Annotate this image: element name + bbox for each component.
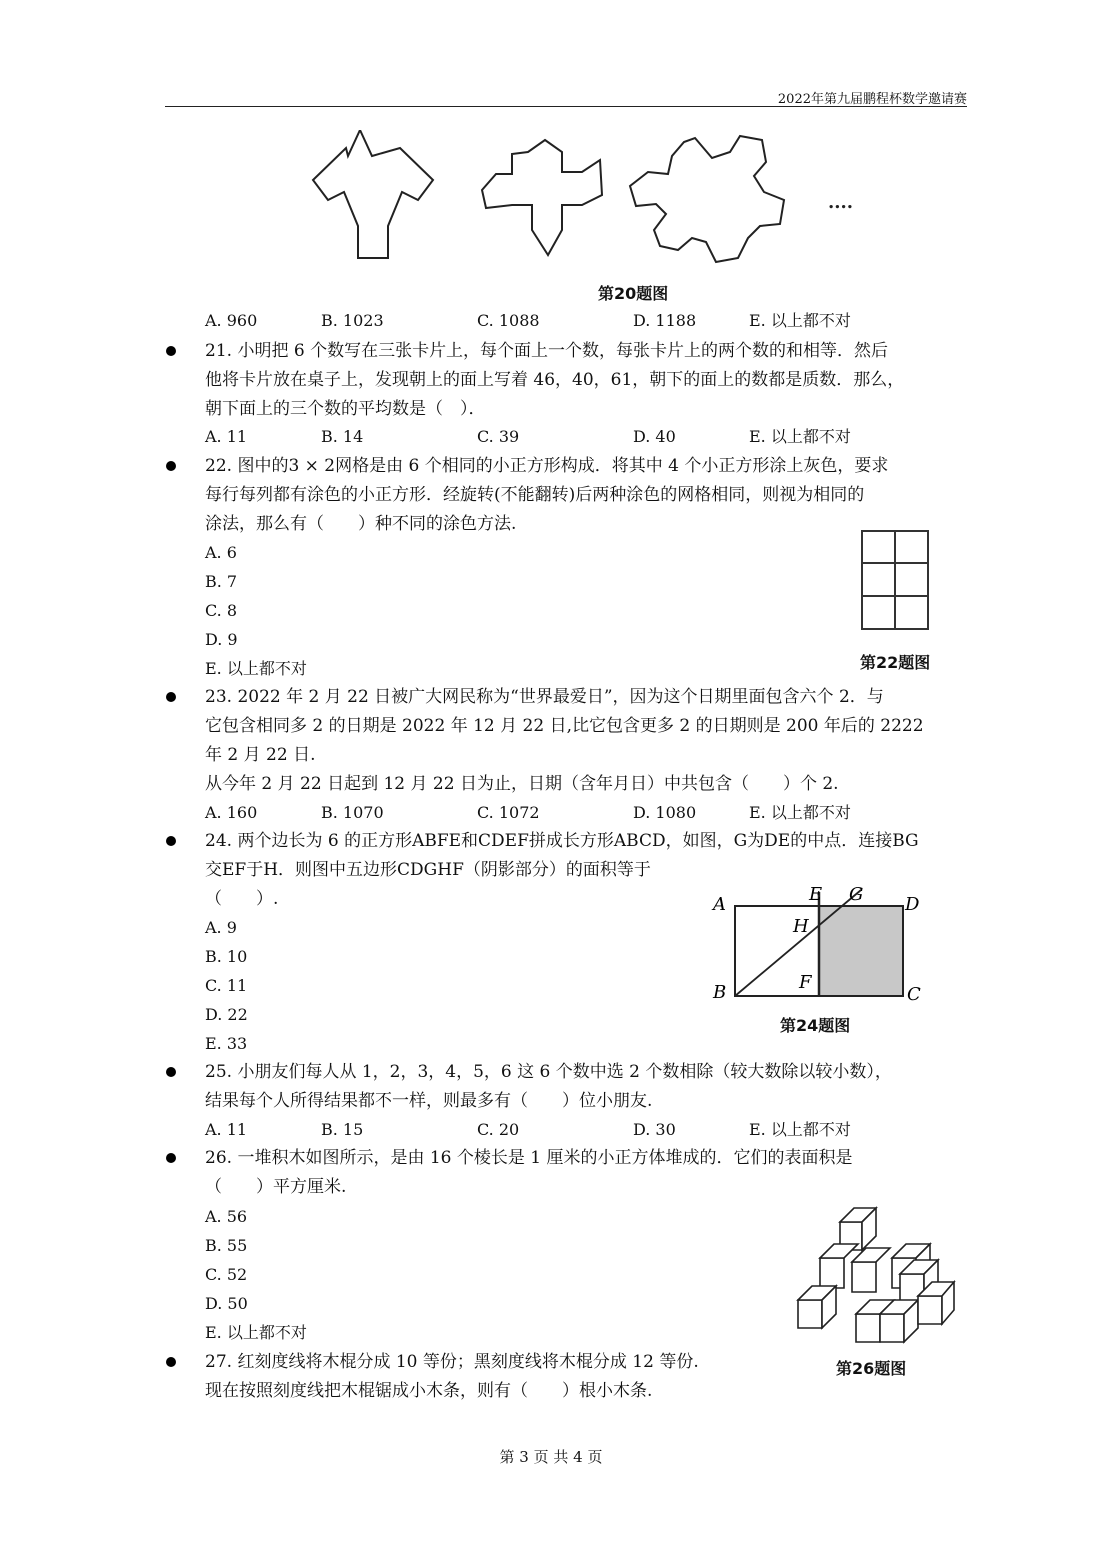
q26-option-c: C. 52 <box>205 1265 248 1284</box>
q24-line-3: （ ）. <box>205 889 279 909</box>
q22-line-2: 每行每列都有涂色的小正方形．经旋转(不能翻转)后两种涂色的网格相同，则视为相同的 <box>205 485 865 505</box>
q24-line-1: 24. 两个边长为 6 的正方形ABFE和CDEF拼成长方形ABCD，如图，G为DE的中点．连接BG <box>205 831 919 851</box>
bullet-q27 <box>166 1357 176 1367</box>
bullet-q23 <box>166 692 176 702</box>
q22-option-c: C. 8 <box>205 601 238 620</box>
q20-option-b: B. 1023 <box>321 311 384 330</box>
q25-option-d: D. 30 <box>633 1120 676 1139</box>
q22-option-b: B. 7 <box>205 572 238 591</box>
q23-line-4: 从今年 2 月 22 日起到 12 月 22 日为止，日期（含年月日）中共包含（ ）个 2. <box>205 774 839 794</box>
label-h: H <box>793 916 809 937</box>
shaded-pentagon <box>819 906 903 996</box>
q21-option-b: B. 14 <box>321 427 364 446</box>
q23-option-e: E. 以上都不对 <box>749 803 851 822</box>
q24-option-d: D. 22 <box>205 1005 248 1024</box>
label-g: G <box>849 884 864 905</box>
q21-line-1: 21. 小明把 6 个数写在三张卡片上，每个面上一个数，每张卡片上的两个数的和相等．然后 <box>205 341 889 361</box>
q23-line-2: 它包含相同多 2 的日期是 2022 年 12 月 22 日,比它包含更多 2 的日期则是 200 年后的 2222 <box>205 716 924 736</box>
q23-line-3: 年 2 月 22 日. <box>205 745 316 765</box>
label-f: F <box>799 972 812 993</box>
q26-line-1: 26. 一堆积木如图所示，是由 16 个棱长是 1 厘米的小正方体堆成的．它们的表面积是 <box>205 1148 853 1168</box>
q26-option-d: D. 50 <box>205 1294 248 1313</box>
q22-option-a: A. 6 <box>205 543 237 562</box>
q20-ellipsis: .... <box>828 192 854 213</box>
q21-line-3: 朝下面上的三个数的平均数是（ ）． <box>205 399 486 419</box>
q22-caption: 第22题图 <box>860 653 931 672</box>
q24-option-c: C. 11 <box>205 976 248 995</box>
q25-line-1: 25. 小朋友们每人从 1，2，3，4，5，6 这 6 个数中选 2 个数相除（较大数除以较小数）， <box>205 1062 892 1082</box>
star-shape-3 <box>630 136 784 262</box>
star-shape-1 <box>313 130 433 258</box>
page-footer: 第 3 页 共 4 页 <box>499 1448 603 1466</box>
q23-option-c: C. 1072 <box>477 803 540 822</box>
q26-option-e: E. 以上都不对 <box>205 1323 307 1342</box>
q22-option-e: E. 以上都不对 <box>205 659 307 678</box>
q20-option-c: C. 1088 <box>477 311 540 330</box>
q24-figure <box>705 882 935 1002</box>
q24-option-b: B. 10 <box>205 947 248 966</box>
label-d: D <box>905 894 920 915</box>
bullet-q25 <box>166 1067 176 1077</box>
q21-option-e: E. 以上都不对 <box>749 427 851 446</box>
q26-option-b: B. 55 <box>205 1236 248 1255</box>
q26-cube-figure <box>796 1200 956 1350</box>
bullet-q22 <box>166 461 176 471</box>
q25-option-e: E. 以上都不对 <box>749 1120 851 1139</box>
q24-option-a: A. 9 <box>205 918 237 937</box>
q26-option-a: A. 56 <box>205 1207 248 1226</box>
q20-option-d: D. 1188 <box>633 311 697 330</box>
label-b: B <box>713 982 727 1002</box>
q22-option-d: D. 9 <box>205 630 238 649</box>
q23-line-1: 23. 2022 年 2 月 22 日被广大网民称为“世界最爱日”，因为这个日期里面包含六个 2．与 <box>205 687 884 707</box>
q22-grid-figure <box>860 529 932 633</box>
q27-line-1: 27. 红刻度线将木棍分成 10 等份；黑刻度线将木棍分成 12 等份. <box>205 1352 699 1372</box>
q26-caption: 第26题图 <box>836 1359 907 1378</box>
q26-line-2: （ ）平方厘米. <box>205 1177 347 1197</box>
star-shape-2 <box>482 140 602 255</box>
q25-line-2: 结果每个人所得结果都不一样，则最多有（ ）位小朋友. <box>205 1091 653 1111</box>
q21-line-2: 他将卡片放在桌子上，发现朝上的面上写着 46，40，61，朝下的面上的数都是质数．那么， <box>205 370 905 390</box>
bullet-q21 <box>166 346 176 356</box>
label-a: A <box>713 894 726 915</box>
q23-option-b: B. 1070 <box>321 803 384 822</box>
q21-option-c: C. 39 <box>477 427 520 446</box>
q27-line-2: 现在按照刻度线把木棍锯成小木条，则有（ ）根小木条. <box>205 1381 653 1401</box>
label-e: E <box>809 884 823 905</box>
q25-option-a: A. 11 <box>205 1120 248 1139</box>
q24-option-e: E. 33 <box>205 1034 248 1053</box>
q20-option-a: A. 960 <box>205 311 258 330</box>
q25-option-c: C. 20 <box>477 1120 520 1139</box>
label-c: C <box>907 984 921 1002</box>
bullet-q26 <box>166 1153 176 1163</box>
q20-figure <box>300 130 860 280</box>
q25-option-b: B. 15 <box>321 1120 364 1139</box>
q20-option-e: E. 以上都不对 <box>749 311 851 330</box>
q20-caption: 第20题图 <box>598 284 669 303</box>
page-header <box>165 88 967 107</box>
q22-line-3: 涂法，那么有（ ）种不同的涂色方法. <box>205 514 517 534</box>
bullet-q24 <box>166 836 176 846</box>
q22-line-1: 22. 图中的3 × 2网格是由 6 个相同的小正方形构成．将其中 4 个小正方形涂上灰色，要求 <box>205 456 889 476</box>
header-title: 2022年第九届鹏程杯数学邀请赛 <box>777 92 967 107</box>
q23-option-a: A. 160 <box>205 803 258 822</box>
q24-caption: 第24题图 <box>780 1016 851 1035</box>
q24-line-2: 交EF于H．则图中五边形CDGHF（阴影部分）的面积等于 <box>205 860 651 880</box>
q21-option-d: D. 40 <box>633 427 676 446</box>
q21-option-a: A. 11 <box>205 427 248 446</box>
q23-option-d: D. 1080 <box>633 803 697 822</box>
